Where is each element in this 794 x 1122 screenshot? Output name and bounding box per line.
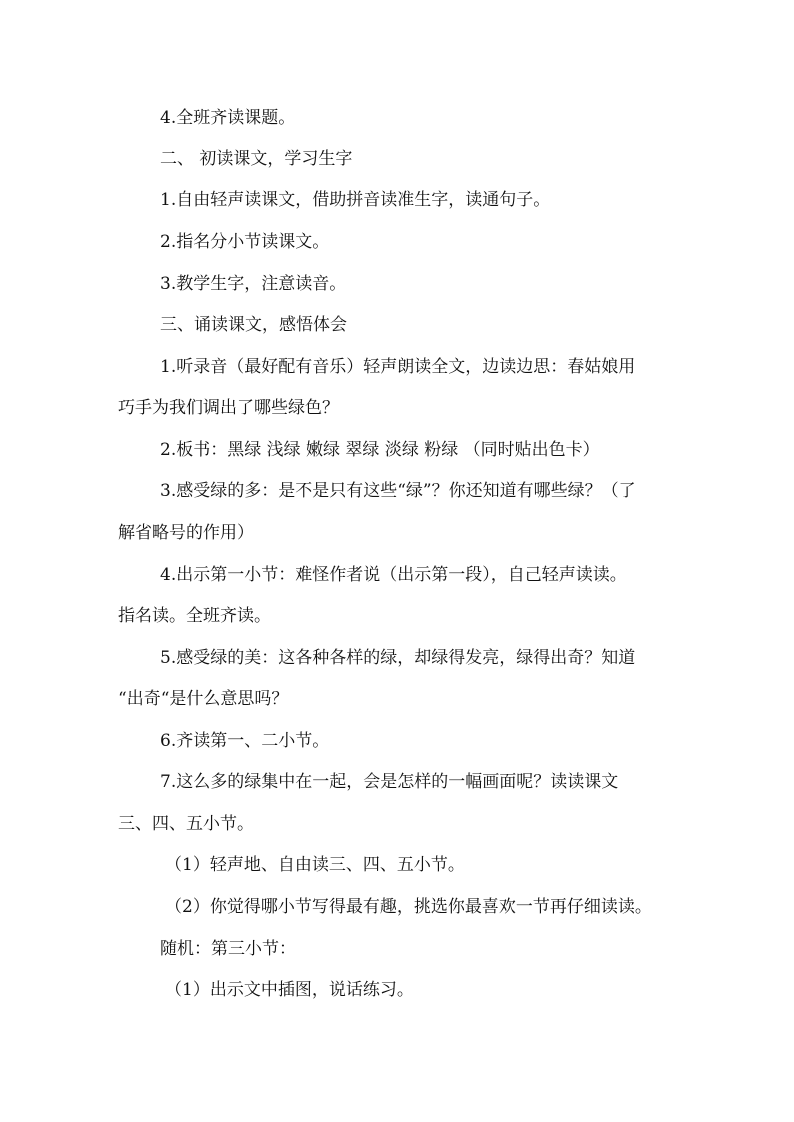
text-line: 2.指名分小节读课文。	[160, 232, 330, 252]
text-line: 三、四、五小节。	[118, 814, 254, 834]
text-line: 指名读。全班齐读。	[118, 606, 271, 626]
text-line: 5.感受绿的美：这各种各样的绿，却绿得发亮，绿得出奇？知道	[160, 648, 636, 668]
section-heading: 三、诵读课文，感悟体会	[160, 315, 347, 335]
text-line: 1.听录音（最好配有音乐）轻声朗读全文，边读边思：春姑娘用	[160, 357, 636, 377]
text-line: 解省略号的作用）	[118, 523, 254, 543]
text-line: 6.齐读第一、二小节。	[160, 731, 330, 751]
text-line: 随机：第三小节：	[160, 939, 296, 959]
text-line: 4.出示第一小节：难怪作者说（出示第一段），自己轻声读读。	[160, 565, 627, 585]
section-heading: 二、 初读课文，学习生字	[160, 149, 353, 169]
text-line: （2）你觉得哪小节写得最有趣，挑选你最喜欢一节再仔细读读。	[165, 897, 652, 917]
text-line: 3.教学生字，注意读音。	[160, 274, 347, 294]
text-line: （1）出示文中插图，说话练习。	[165, 980, 414, 1000]
text-line: 7.这么多的绿集中在一起，会是怎样的一幅画面呢？读读课文	[160, 772, 619, 792]
text-line: 2.板书：黑绿 浅绿 嫩绿 翠绿 淡绿 粉绿 （同时贴出色卡）	[160, 440, 600, 460]
text-line: （1）轻声地、自由读三、四、五小节。	[165, 855, 465, 875]
text-line: “出奇“是什么意思吗？	[118, 689, 289, 709]
text-line: 1.自由轻声读课文，借助拼音读准生字，读通句子。	[160, 190, 551, 210]
text-line: 巧手为我们调出了哪些绿色？	[118, 398, 339, 418]
text-line: 4.全班齐读课题。	[160, 108, 296, 128]
text-line: 3.感受绿的多：是不是只有这些“绿”？你还知道有哪些绿？（了	[160, 481, 636, 501]
